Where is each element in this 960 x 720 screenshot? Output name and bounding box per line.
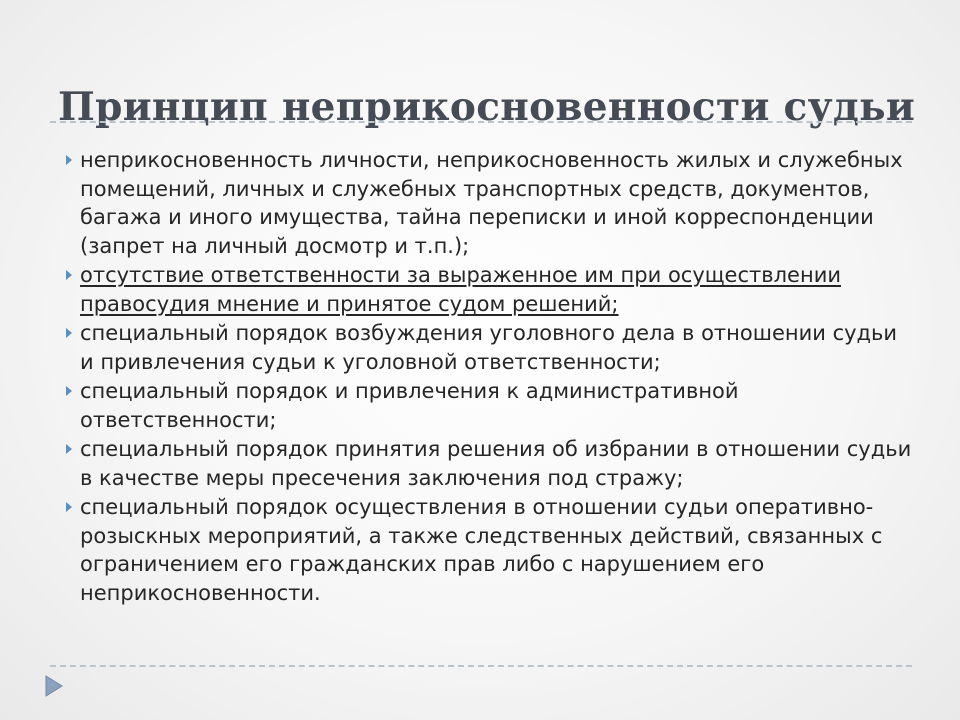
list-item-text: специальный порядок возбуждения уголовного дела в отношении судьи и привлечения судьи к уголовной ответственности; [80, 321, 898, 374]
list-item-text: специальный порядок принятия решения об избрании в отношении судьи в качестве меры пресечения заключения под стражу; [80, 437, 912, 490]
triangle-bullet-icon [66, 444, 72, 454]
list-item-text: отсутствие ответственности за выраженное им при осуществлении правосудия мнение и принятое судом решений; [80, 263, 841, 316]
list-item [62, 319, 914, 376]
list-item [62, 377, 914, 434]
list-item [62, 261, 914, 318]
triangle-bullet-icon [66, 502, 72, 512]
bullet-list [62, 146, 914, 608]
triangle-bullet-icon [66, 328, 72, 338]
title-divider [50, 121, 912, 123]
triangle-bullet-icon [66, 270, 72, 280]
list-item-text: специальный порядок осуществления в отношении судьи оперативно-розыскных мероприятий, а также следственных действий, связанных с ограничением его гражданских прав либо с нарушением его неприкосновенности. [80, 495, 883, 605]
slide-title: Принцип неприкосновенности судьи [58, 84, 916, 130]
footer-divider [50, 665, 912, 667]
list-item [62, 493, 914, 607]
list-item-text: неприкосновенность личности, неприкосновенность жилых и служебных помещений, личных и служебных транспортных средств, документов, багажа и иного имущества, тайна переписки и иной корреспонденции (запрет на личный досмотр и т.п.); [80, 148, 903, 258]
list-item-text: специальный порядок и привлечения к административной ответственности; [80, 379, 739, 432]
triangle-bullet-icon [66, 155, 72, 165]
list-item [62, 435, 914, 492]
triangle-bullet-icon [66, 386, 72, 396]
next-slide-arrow-icon[interactable] [44, 674, 64, 698]
list-item [62, 146, 914, 260]
